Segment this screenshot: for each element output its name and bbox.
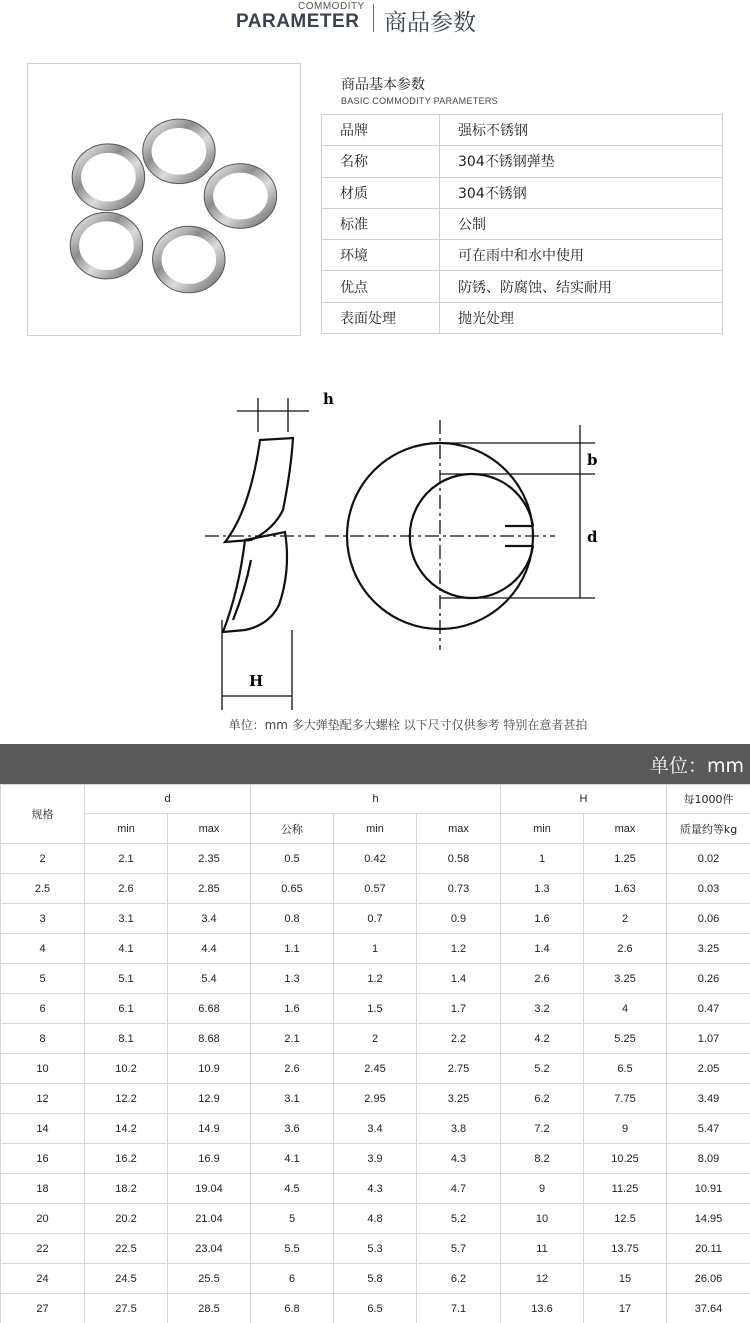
table-cell: 26.06 bbox=[667, 1264, 750, 1294]
table-cell: 10 bbox=[1, 1054, 85, 1084]
h-nominal-header: 公称 bbox=[251, 814, 334, 844]
table-cell: 16.2 bbox=[85, 1144, 168, 1174]
table-cell: 6.1 bbox=[85, 994, 168, 1024]
table-cell: 8.68 bbox=[168, 1024, 251, 1054]
table-cell: 10.9 bbox=[168, 1054, 251, 1084]
table-cell: 9 bbox=[501, 1174, 584, 1204]
table-cell: 14.9 bbox=[168, 1114, 251, 1144]
table-cell: 20.2 bbox=[85, 1204, 168, 1234]
header-title-cn: 商品参数 bbox=[384, 10, 476, 36]
h-min-header: min bbox=[334, 814, 417, 844]
table-cell: 6.2 bbox=[417, 1264, 501, 1294]
d-min-header: min bbox=[85, 814, 168, 844]
unit-label: 单位：mm bbox=[649, 755, 744, 777]
table-cell: 0.73 bbox=[417, 874, 501, 904]
param-key: 表面处理 bbox=[322, 302, 440, 333]
table-row bbox=[1, 1084, 750, 1114]
table-cell: 2.6 bbox=[85, 874, 168, 904]
table-cell: 5.8 bbox=[334, 1264, 417, 1294]
table-cell: 3.8 bbox=[417, 1114, 501, 1144]
table-cell: 2.2 bbox=[417, 1024, 501, 1054]
param-value: 304不锈钢弹垫 bbox=[440, 146, 723, 177]
table-cell: 22.5 bbox=[85, 1234, 168, 1264]
table-cell: 19.04 bbox=[168, 1174, 251, 1204]
table-cell: 2.6 bbox=[251, 1054, 334, 1084]
table-cell: 23.04 bbox=[168, 1234, 251, 1264]
unit-bar bbox=[0, 744, 750, 784]
col-H-header: H bbox=[501, 785, 667, 814]
table-cell: 2.5 bbox=[1, 874, 85, 904]
table-cell: 6 bbox=[1, 994, 85, 1024]
table-cell: 4 bbox=[584, 994, 667, 1024]
table-cell: 3 bbox=[1, 904, 85, 934]
param-value: 公制 bbox=[440, 208, 723, 239]
table-row bbox=[1, 1144, 750, 1174]
table-cell: 0.5 bbox=[251, 844, 334, 874]
table-row bbox=[1, 1294, 750, 1323]
table-cell: 24 bbox=[1, 1264, 85, 1294]
table-cell: 5.3 bbox=[334, 1234, 417, 1264]
table-cell: 5 bbox=[1, 964, 85, 994]
table-cell: 1.1 bbox=[251, 934, 334, 964]
table-cell: 2.05 bbox=[667, 1054, 750, 1084]
table-cell: 2.75 bbox=[417, 1054, 501, 1084]
table-cell: 6.68 bbox=[168, 994, 251, 1024]
table-cell: 2 bbox=[1, 844, 85, 874]
table-cell: 2 bbox=[584, 904, 667, 934]
table-cell: 11 bbox=[501, 1234, 584, 1264]
param-value: 可在雨中和水中使用 bbox=[440, 240, 723, 271]
table-cell: 2.6 bbox=[584, 934, 667, 964]
table-cell: 1.2 bbox=[417, 934, 501, 964]
table-cell: 5.25 bbox=[584, 1024, 667, 1054]
table-row bbox=[1, 964, 750, 994]
table-cell: 0.03 bbox=[667, 874, 750, 904]
table-cell: 7.2 bbox=[501, 1114, 584, 1144]
header-small-text: COMMODITY bbox=[298, 1, 365, 12]
table-cell: 0.42 bbox=[334, 844, 417, 874]
table-cell: 6 bbox=[251, 1264, 334, 1294]
table-cell: 8.1 bbox=[85, 1024, 168, 1054]
table-row bbox=[1, 1114, 750, 1144]
table-cell: 3.25 bbox=[584, 964, 667, 994]
diagram-label-H: H bbox=[249, 672, 264, 690]
table-cell: 1.63 bbox=[584, 874, 667, 904]
table-cell: 5.4 bbox=[168, 964, 251, 994]
table-cell: 1 bbox=[501, 844, 584, 874]
table-cell: 18 bbox=[1, 1174, 85, 1204]
spec-header-row bbox=[1, 785, 750, 814]
table-cell: 5.2 bbox=[501, 1054, 584, 1084]
table-cell: 1.4 bbox=[417, 964, 501, 994]
table-cell: 3.1 bbox=[85, 904, 168, 934]
section-header bbox=[0, 0, 750, 40]
table-row bbox=[1, 1024, 750, 1054]
param-key: 品牌 bbox=[322, 115, 440, 146]
table-cell: 3.2 bbox=[501, 994, 584, 1024]
table-cell: 24.5 bbox=[85, 1264, 168, 1294]
table-cell: 18.2 bbox=[85, 1174, 168, 1204]
diagram-label-h: h bbox=[323, 390, 334, 408]
table-cell: 4.4 bbox=[168, 934, 251, 964]
table-cell: 10.91 bbox=[667, 1174, 750, 1204]
table-row bbox=[1, 844, 750, 874]
table-row bbox=[1, 1234, 750, 1264]
table-cell: 1.6 bbox=[251, 994, 334, 1024]
table-cell: 4.5 bbox=[251, 1174, 334, 1204]
table-cell: 5.1 bbox=[85, 964, 168, 994]
param-value: 304不锈钢 bbox=[440, 177, 723, 208]
table-cell: 7.75 bbox=[584, 1084, 667, 1114]
table-cell: 10.25 bbox=[584, 1144, 667, 1174]
table-cell: 12.5 bbox=[584, 1204, 667, 1234]
param-key: 材质 bbox=[322, 177, 440, 208]
table-cell: 5.5 bbox=[251, 1234, 334, 1264]
table-cell: 12.2 bbox=[85, 1084, 168, 1114]
table-cell: 3.25 bbox=[667, 934, 750, 964]
table-cell: 0.26 bbox=[667, 964, 750, 994]
dimension-diagram bbox=[195, 380, 615, 710]
table-cell: 12.9 bbox=[168, 1084, 251, 1114]
spec-subheader-row bbox=[1, 814, 750, 844]
basic-params-subtitle: BASIC COMMODITY PARAMETERS bbox=[341, 96, 498, 106]
basic-params-title: 商品基本参数 bbox=[341, 77, 425, 93]
table-cell: 4.2 bbox=[501, 1024, 584, 1054]
table-cell: 14 bbox=[1, 1114, 85, 1144]
table-cell: 5 bbox=[251, 1204, 334, 1234]
table-cell: 2.1 bbox=[85, 844, 168, 874]
table-cell: 3.4 bbox=[334, 1114, 417, 1144]
param-row bbox=[322, 240, 723, 271]
table-cell: 14.95 bbox=[667, 1204, 750, 1234]
param-key: 标准 bbox=[322, 208, 440, 239]
table-row bbox=[1, 1054, 750, 1084]
table-cell: 4.3 bbox=[334, 1174, 417, 1204]
table-cell: 9 bbox=[584, 1114, 667, 1144]
header-divider bbox=[373, 4, 374, 32]
col-spec-header: 规格 bbox=[1, 785, 85, 844]
table-cell: 0.57 bbox=[334, 874, 417, 904]
table-cell: 4 bbox=[1, 934, 85, 964]
col-h-header: h bbox=[251, 785, 501, 814]
d-max-header: max bbox=[168, 814, 251, 844]
table-cell: 2.1 bbox=[251, 1024, 334, 1054]
param-row bbox=[322, 271, 723, 302]
table-row bbox=[1, 1174, 750, 1204]
param-key: 名称 bbox=[322, 146, 440, 177]
table-cell: 25.5 bbox=[168, 1264, 251, 1294]
h-max-header: max bbox=[417, 814, 501, 844]
table-cell: 22 bbox=[1, 1234, 85, 1264]
basic-params-table bbox=[321, 114, 723, 334]
param-row bbox=[322, 208, 723, 239]
H-min-header: min bbox=[501, 814, 584, 844]
table-cell: 8 bbox=[1, 1024, 85, 1054]
table-cell: 1.2 bbox=[334, 964, 417, 994]
table-cell: 28.5 bbox=[168, 1294, 251, 1323]
table-cell: 2.45 bbox=[334, 1054, 417, 1084]
table-cell: 3.4 bbox=[168, 904, 251, 934]
table-cell: 13.6 bbox=[501, 1294, 584, 1323]
table-cell: 1 bbox=[334, 934, 417, 964]
table-cell: 5.7 bbox=[417, 1234, 501, 1264]
table-cell: 8.09 bbox=[667, 1144, 750, 1174]
table-cell: 4.8 bbox=[334, 1204, 417, 1234]
product-photo bbox=[27, 63, 301, 336]
table-cell: 1.5 bbox=[334, 994, 417, 1024]
table-cell: 0.8 bbox=[251, 904, 334, 934]
param-row bbox=[322, 115, 723, 146]
table-cell: 0.7 bbox=[334, 904, 417, 934]
diagram-label-b: b bbox=[587, 451, 598, 469]
table-cell: 3.49 bbox=[667, 1084, 750, 1114]
table-cell: 1.3 bbox=[251, 964, 334, 994]
param-row bbox=[322, 302, 723, 333]
table-cell: 2.85 bbox=[168, 874, 251, 904]
table-cell: 0.65 bbox=[251, 874, 334, 904]
table-cell: 16 bbox=[1, 1144, 85, 1174]
table-cell: 4.7 bbox=[417, 1174, 501, 1204]
table-cell: 2.6 bbox=[501, 964, 584, 994]
table-cell: 7.1 bbox=[417, 1294, 501, 1323]
table-cell: 12 bbox=[1, 1084, 85, 1114]
diagram-caption: 单位：mm 多大弹垫配多大螺栓 以下尺寸仅供参考 特别在意者甚拍 bbox=[228, 718, 588, 732]
table-cell: 0.47 bbox=[667, 994, 750, 1024]
table-cell: 1.3 bbox=[501, 874, 584, 904]
table-row bbox=[1, 904, 750, 934]
table-cell: 2.95 bbox=[334, 1084, 417, 1114]
table-cell: 11.25 bbox=[584, 1174, 667, 1204]
table-cell: 3.6 bbox=[251, 1114, 334, 1144]
table-cell: 1.6 bbox=[501, 904, 584, 934]
table-cell: 10 bbox=[501, 1204, 584, 1234]
table-cell: 20 bbox=[1, 1204, 85, 1234]
table-cell: 17 bbox=[584, 1294, 667, 1323]
table-cell: 3.9 bbox=[334, 1144, 417, 1174]
table-cell: 27 bbox=[1, 1294, 85, 1323]
table-cell: 0.02 bbox=[667, 844, 750, 874]
table-cell: 2.35 bbox=[168, 844, 251, 874]
table-cell: 8.2 bbox=[501, 1144, 584, 1174]
table-cell: 3.25 bbox=[417, 1084, 501, 1114]
table-cell: 0.58 bbox=[417, 844, 501, 874]
table-cell: 1.4 bbox=[501, 934, 584, 964]
table-cell: 15 bbox=[584, 1264, 667, 1294]
col-weight-header: 每1000件 bbox=[667, 785, 750, 814]
table-cell: 27.5 bbox=[85, 1294, 168, 1323]
table-cell: 1.7 bbox=[417, 994, 501, 1024]
table-row bbox=[1, 1264, 750, 1294]
table-row bbox=[1, 1204, 750, 1234]
table-cell: 13.75 bbox=[584, 1234, 667, 1264]
col-d-header: d bbox=[85, 785, 251, 814]
spec-table bbox=[0, 784, 750, 1323]
param-row bbox=[322, 177, 723, 208]
table-row bbox=[1, 934, 750, 964]
table-cell: 6.2 bbox=[501, 1084, 584, 1114]
table-cell: 4.3 bbox=[417, 1144, 501, 1174]
weight-unit-header: 质量约等kg bbox=[667, 814, 750, 844]
diagram-label-d: d bbox=[587, 528, 598, 546]
table-cell: 10.2 bbox=[85, 1054, 168, 1084]
table-cell: 4.1 bbox=[85, 934, 168, 964]
header-title: PARAMETER bbox=[236, 11, 360, 32]
table-cell: 1.25 bbox=[584, 844, 667, 874]
H-max-header: max bbox=[584, 814, 667, 844]
table-cell: 6.8 bbox=[251, 1294, 334, 1323]
table-cell: 37.64 bbox=[667, 1294, 750, 1323]
table-cell: 16.9 bbox=[168, 1144, 251, 1174]
param-key: 环境 bbox=[322, 240, 440, 271]
table-cell: 0.06 bbox=[667, 904, 750, 934]
table-cell: 3.1 bbox=[251, 1084, 334, 1114]
table-cell: 5.47 bbox=[667, 1114, 750, 1144]
param-key: 优点 bbox=[322, 271, 440, 302]
table-cell: 5.2 bbox=[417, 1204, 501, 1234]
table-cell: 6.5 bbox=[334, 1294, 417, 1323]
table-cell: 4.1 bbox=[251, 1144, 334, 1174]
table-cell: 21.04 bbox=[168, 1204, 251, 1234]
param-value: 强标不锈钢 bbox=[440, 115, 723, 146]
table-cell: 0.9 bbox=[417, 904, 501, 934]
param-value: 防锈、防腐蚀、结实耐用 bbox=[440, 271, 723, 302]
param-row bbox=[322, 146, 723, 177]
table-cell: 1.07 bbox=[667, 1024, 750, 1054]
param-value: 抛光处理 bbox=[440, 302, 723, 333]
table-cell: 2 bbox=[334, 1024, 417, 1054]
table-cell: 6.5 bbox=[584, 1054, 667, 1084]
table-row bbox=[1, 874, 750, 904]
table-cell: 14.2 bbox=[85, 1114, 168, 1144]
table-row bbox=[1, 994, 750, 1024]
table-cell: 12 bbox=[501, 1264, 584, 1294]
table-cell: 20.11 bbox=[667, 1234, 750, 1264]
